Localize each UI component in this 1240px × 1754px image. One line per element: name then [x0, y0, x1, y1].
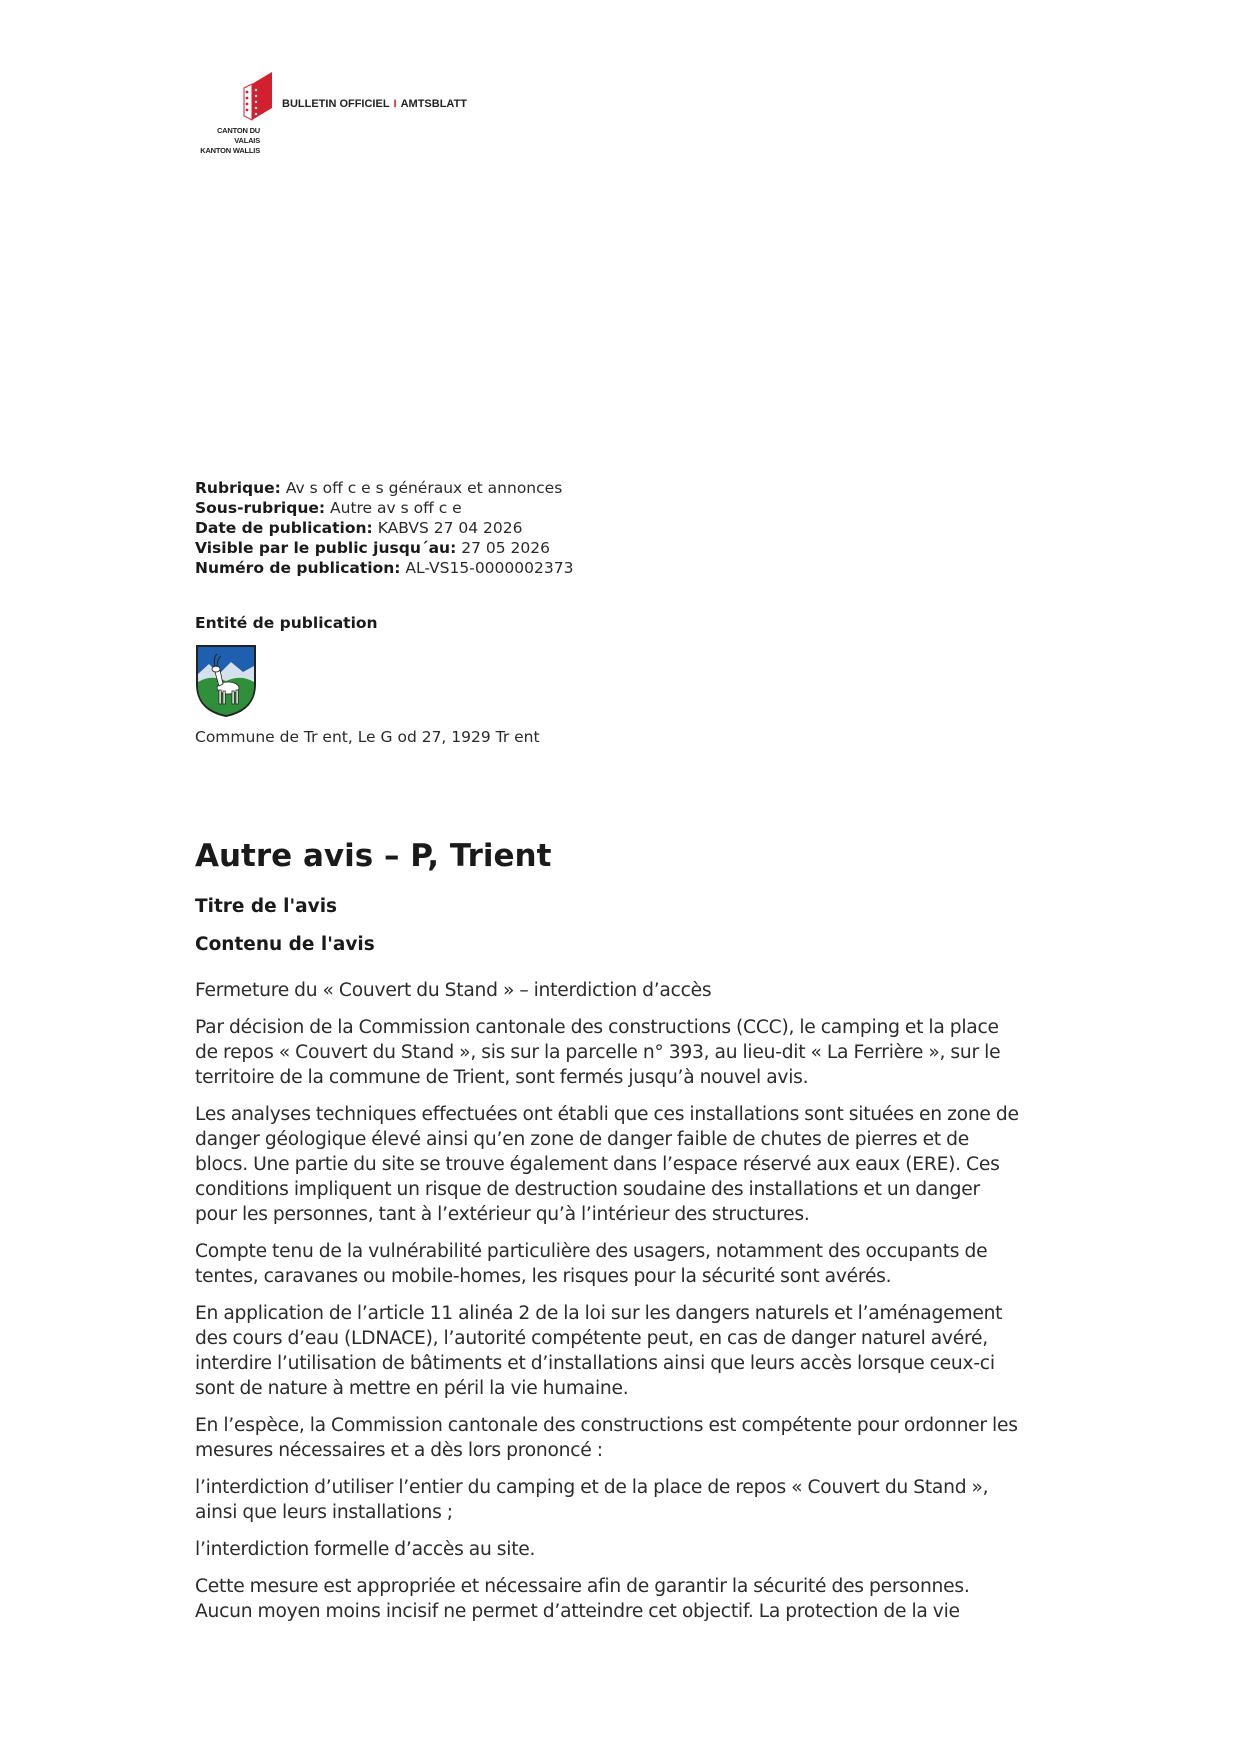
notice-paragraph: En l’espèce, la Commission cantonale des constructions est compétente pour ordonner les mesures nécessaires et a dès lors prononcé : [195, 1415, 1018, 1461]
canton-valais-logo [242, 72, 278, 122]
trient-coat-of-arms-icon [195, 644, 257, 718]
bulletin-fr: BULLETIN OFFICIEL [282, 98, 390, 110]
notice-body [195, 978, 1025, 1636]
titre-label: Titre de l'avis [195, 896, 338, 917]
notice-paragraph: En application de l’article 11 alinéa 2 de la loi sur les dangers naturels et l’aménagement des cours d’eau (LDNACE), l’autorité compétente peut, en cas de danger naturel avéré, interdire l’utilisation de bâtiments et d’installations ainsi que leurs accès lorsque ceux-ci sont de nature à mettre en péril la vie humaine. [195, 1303, 1003, 1399]
meta-rubrique: Rubrique: Av s off c e s généraux et annonces [195, 479, 563, 497]
notice-paragraph: l’interdiction d’utiliser l’entier du camping et de la place de repos « Couvert du Stand », ainsi que leurs installations ; [195, 1477, 989, 1523]
bulletin-de: AMTSBLATT [400, 98, 468, 110]
bulletin-separator: I [393, 98, 397, 110]
bulletin-header [194, 72, 494, 155]
contenu-label: Contenu de l'avis [195, 934, 375, 955]
entity-title: Entité de publication [195, 614, 378, 632]
notice-title: Autre avis – P, Trient [195, 838, 552, 874]
notice-paragraph: Compte tenu de la vulnérabilité particulière des usagers, notamment des occupants de tentes, caravanes ou mobile-homes, les risques pour la sécurité sont avérés. [195, 1241, 988, 1287]
notice-paragraph: Les analyses techniques effectuées ont établi que ces installations sont situées en zone de danger géologique élevé ainsi qu’en zone de danger faible de chutes de pierres et de blocs. Une partie du site se trouve également dans l’espace réservé aux eaux (ERE). Ces conditions impliquent un risque de destruction soudaine des installations et un danger pour les personnes, tant à l’extérieur qu’à l’intérieur des structures. [195, 1104, 1019, 1225]
notice-paragraph: Fermeture du « Couvert du Stand » – interdiction d’accès [195, 980, 712, 1001]
bulletin-title [282, 98, 467, 110]
meta-numero: Numéro de publication: AL-VS15-0000002373 [195, 559, 574, 577]
entity-address: Commune de Tr ent, Le G od 27, 1929 Tr ent [195, 728, 540, 746]
notice-paragraph: Cette mesure est appropriée et nécessaire afin de garantir la sécurité des personnes. Aucun moyen moins incisif ne permet d’atteindre cet objectif. La protection de la vie [195, 1576, 970, 1622]
canton-name: CANTON DU VALAIS KANTON WALLIS [200, 126, 260, 155]
publication-metadata [195, 478, 573, 578]
notice-paragraph: Par décision de la Commission cantonale des constructions (CCC), le camping et la place de repos « Couvert du Stand », sis sur la parcelle n° 393, au lieu-dit « La Ferrière », sur le territoire de la commune de Trient, sont fermés jusqu’à nouvel avis. [195, 1017, 1001, 1088]
notice-paragraph: l’interdiction formelle d’accès au site. [195, 1539, 536, 1560]
meta-visible: Visible par le public jusqu´au: 27 05 2026 [195, 539, 550, 557]
meta-sous-rubrique: Sous-rubrique: Autre av s off c e [195, 499, 462, 517]
meta-date: Date de publication: KABVS 27 04 2026 [195, 519, 523, 537]
